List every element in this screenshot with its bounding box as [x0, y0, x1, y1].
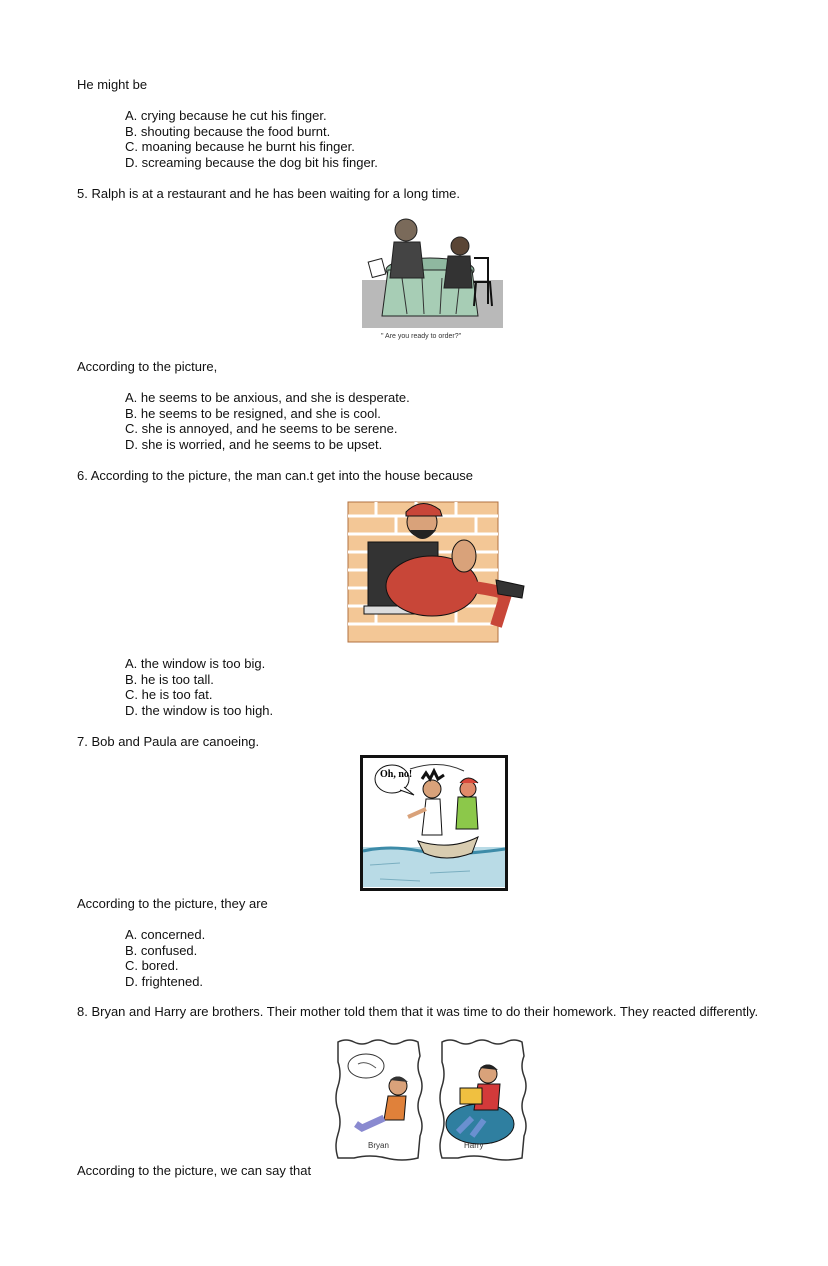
bryan-label: Bryan	[368, 1141, 389, 1150]
option-c: C. he is too fat.	[125, 687, 213, 703]
q5-question: 5. Ralph is at a restaurant and he has been waiting for a long time.	[77, 186, 461, 201]
bryan-speech-bubble	[348, 1054, 384, 1078]
option-c: C. moaning because he burnt his finger.	[125, 139, 355, 155]
option-a: A. the window is too big.	[125, 656, 266, 671]
speech-text: Oh, no!	[380, 769, 413, 780]
option-b: B. confused.	[125, 942, 198, 958]
q6-question: 6. According to the picture, the man can.t get into the house because	[77, 468, 474, 483]
canoe-illustration	[360, 755, 508, 891]
window-man-illustration	[346, 494, 528, 644]
restaurant-illustration	[362, 208, 503, 330]
man-arm	[452, 540, 476, 572]
order-pad	[368, 258, 386, 277]
q4-stem: He might be	[77, 77, 148, 92]
option-a: A. concerned.	[125, 927, 206, 942]
q4-options	[125, 108, 378, 170]
waitress-head	[395, 219, 417, 241]
bob-body	[422, 799, 442, 835]
option-c: C. she is annoyed, and he seems to be serene.	[125, 421, 398, 437]
option-a: A. he seems to be anxious, and she is desperate.	[125, 390, 410, 405]
harry-book	[460, 1088, 482, 1104]
option-d: D. she is worried, and he seems to be upset.	[125, 436, 383, 452]
option-c: C. bored.	[125, 958, 179, 974]
option-b: B. he seems to be resigned, and she is cool.	[125, 405, 381, 421]
q7-question: 7. Bob and Paula are canoeing.	[77, 734, 260, 749]
q8-question: 8. Bryan and Harry are brothers. Their mother told them that it was time to do their homework. They reacted differently.	[77, 1004, 759, 1019]
q8-prompt: According to the picture, we can say that	[77, 1163, 312, 1178]
q5-prompt: According to the picture,	[77, 359, 218, 374]
q5-caption: " Are you ready to order?"	[381, 333, 462, 340]
option-d: D. the window is too high.	[125, 702, 274, 718]
q5-options	[125, 390, 410, 452]
waitress-body	[390, 242, 424, 278]
option-d: D. screaming because the dog bit his finger.	[125, 154, 378, 170]
paula-head	[460, 781, 476, 797]
customer-head	[451, 237, 469, 255]
q6-options	[125, 656, 273, 718]
q7-prompt: According to the picture, they are	[77, 896, 268, 911]
customer-body	[444, 256, 472, 288]
paula-body	[456, 797, 478, 829]
option-b: B. shouting because the food burnt.	[125, 123, 331, 139]
q7-options	[125, 927, 205, 989]
option-d: D. frightened.	[125, 973, 204, 989]
option-b: B. he is too tall.	[125, 671, 214, 687]
bob-head	[423, 780, 441, 798]
option-a: A. crying because he cut his finger.	[125, 108, 327, 123]
harry-label: Harry	[464, 1141, 484, 1150]
brothers-illustration	[332, 1036, 530, 1164]
bryan-body	[384, 1096, 406, 1120]
